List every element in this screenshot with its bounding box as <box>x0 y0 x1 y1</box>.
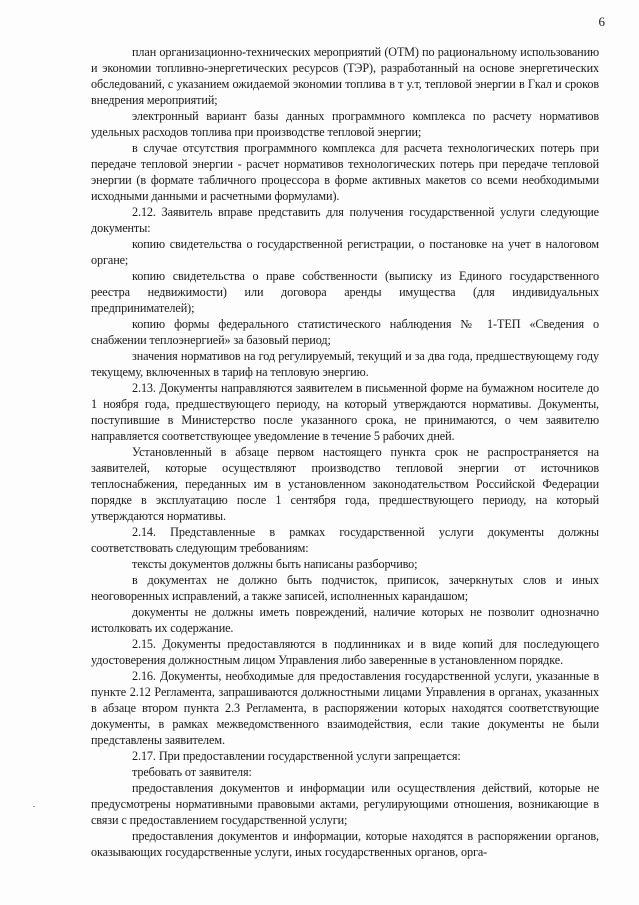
paragraph-2-16: 2.16. Документы, необходимые для предоставления государственной услуги, указанные в пункте 2.12 Регламента, запрашиваются должностными лицами Управления в органах, указанных в абзаце втором пункта 2.3 Регламента, в распоряжении которых находятся соответствующие документы, в рамках межведомственного взаимодействия, если такие документы не были представлены заявителем. <box>91 669 599 747</box>
paragraph-no-corrections: в документах не должно быть подчисток, приписок, зачеркнутых слов и иных неоговоренных исправлений, а также записей, исполненных карандашом; <box>91 573 599 603</box>
paragraph-require-from-applicant: требовать от заявителя: <box>132 765 252 779</box>
paragraph-fuel-database: электронный вариант базы данных программного комплекса по расчету нормативов удельных расходов топлива при производстве тепловой энергии; <box>91 109 599 139</box>
paragraph-property-copy: копию свидетельства о праве собственности (выписку из Единого государственного реестра недвижимости) или договора аренды имущества (для индивидуальных предпринимателей); <box>91 269 599 315</box>
paragraph-2-12: 2.12. Заявитель вправе представить для получения государственной услуги следующие документы: <box>91 205 599 235</box>
paragraph-statistics-form: копию формы федерального статистического наблюдения № 1-ТЕП «Сведения о снабжении теплоэнергией» за базовый период; <box>91 317 599 347</box>
paragraph-legible-text: тексты документов должны быть написаны разборчиво; <box>132 557 418 571</box>
paragraph-unprovided-documents: предоставления документов и информации или осуществления действий, которые не предусмотрены нормативными правовыми актами, регулирующими отношения, возникающие в связи с предоставлением государственной услуги; <box>91 781 599 827</box>
paragraph-2-14: 2.14. Представленные в рамках государственной услуги документы должны соответствовать следующим требованиям: <box>91 525 599 555</box>
scan-speck <box>33 806 35 807</box>
paragraph-registration-copy: копию свидетельства о государственной регистрации, о постановке на учет в налоговом органе; <box>91 237 599 267</box>
paragraph-no-damage: документы не должны иметь повреждений, наличие которых не позволит однозначно истолковать их содержание. <box>91 605 599 635</box>
paragraph-documents-in-agencies: предоставления документов и информации, которые находятся в распоряжении органов, оказывающих государственные услуги, иных государственных органов, орга- <box>91 829 599 859</box>
paragraph-norm-values: значения нормативов на год регулируемый, текущий и за два года, предшествующему году текущему, включенных в тариф на тепловую энергию. <box>91 349 599 379</box>
paragraph-deadline-exception: Установленный в абзаце первом настоящего пункта срок не распространяется на заявителей, которые осуществляют производство тепловой энергии от источников теплоснабжения, переданных им в установленном законодательством Российской Федерации порядке в эксплуатацию после 1 сентября года, предшествующего периоду, на который утверждаются нормативы. <box>91 445 599 523</box>
page-number: 6 <box>598 14 605 29</box>
paragraph-loss-calculation: в случае отсутствия программного комплекса для расчета технологических потерь при передаче тепловой энергии - расчет нормативов технологических потерь при передаче тепловой энергии (в формате табличного процессора в форме активных макетов со всеми необходимыми исходными данными и расчетными формулами). <box>91 141 599 203</box>
document-body <box>91 44 599 860</box>
paragraph-2-17: 2.17. При предоставлении государственной услуги запрещается: <box>132 749 461 763</box>
paragraph-2-15: 2.15. Документы предоставляются в подлинниках и в виде копий для последующего удостоверения должностным лицом Управления либо заверенные в установленном порядке. <box>91 637 599 667</box>
paragraph-2-13: 2.13. Документы направляются заявителем в письменной форме на бумажном носителе до 1 ноября года, предшествующего периоду, на который утверждаются нормативы. Документы, поступившие в Министерство после указанного срока, не принимаются, о чем заявителю направляется соответствующее уведомление в течение 5 рабочих дней. <box>91 381 599 443</box>
paragraph-otm-plan: план организационно-технических мероприятий (ОТМ) по рациональному использованию и экономии топливно-энергетических ресурсов (ТЭР), разработанный на основе энергетических обследований, с указанием ожидаемой экономии топлива в т у.т, тепловой энергии в Гкал и сроков внедрения мероприятий; <box>91 45 599 107</box>
